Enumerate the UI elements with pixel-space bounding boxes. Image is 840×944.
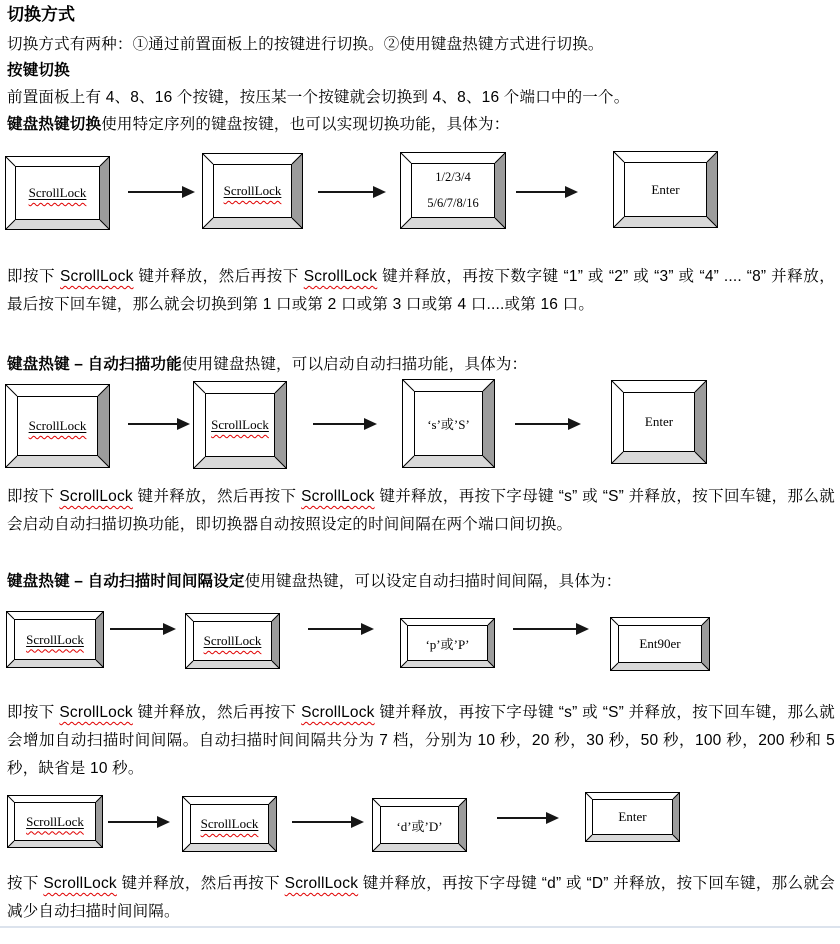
autoscan-heading-line [7,351,835,379]
arrow-shaft [128,191,184,193]
text-segment: 即按下 [7,488,60,505]
enter-key-label: Enter [618,809,647,824]
number-keys-line1: 1/2/3/4 [435,170,471,184]
scrolllock-key-label: ScrollLock [211,417,269,432]
arrow-head [364,418,377,430]
scrolllock-text: ScrollLock [59,488,133,505]
scrolllock-text: ScrollLock [301,704,375,721]
text-segment: 按下 [7,875,44,892]
text-segment: 键并释放，再按下数字键 “1” 或 “2” 或 “3” 或 “4” .... “8” 并释放，最后按下回车键，那么就会切换到第 1 口或第 2 口或第 3 口或第 4 口....或第 16 口。 [7,268,835,313]
flow-arrow-icon [313,418,377,430]
scrolllock-key [6,611,104,668]
scrolllock-text: ScrollLock [301,488,375,505]
text-segment: 即按下 [7,704,60,721]
arrow-head [182,186,195,198]
arrow-head [565,186,578,198]
arrow-shaft [308,628,363,630]
scrolllock-key [202,153,303,229]
flow-arrow-icon [497,812,559,824]
arrow-shaft [513,628,578,630]
scrolllock-key-label: ScrollLock [203,633,262,648]
enter-key [611,380,707,464]
arrow-head [361,623,374,635]
page-title: 切换方式 [7,5,75,24]
d-key [372,798,467,852]
arrow-head [351,816,364,828]
text-segment: 键并释放，再按下字母键 “d” 或 “D” 并释放，按下回车键，那么就会减少自动扫描时间间隔。 [7,875,835,920]
page-bottom-divider [0,926,840,928]
arrow-shaft [313,423,366,425]
p-key [400,618,495,668]
arrow-shaft [515,423,570,425]
flow-arrow-icon [110,623,176,635]
text-segment: 键并释放，然后再按下 [116,875,285,892]
interval-heading-line [7,568,835,596]
arrow-head [177,418,190,430]
autoscan-heading: 键盘热键 – 自动扫描功能 [7,356,182,373]
text-segment: 键并释放，再按下字母键 “s” 或 “S” 并释放，按下回车键，那么就会增加自动扫描时间间隔。自动扫描时间间隔共分为 7 档，分别为 10 秒，20 秒，30 秒，50 秒，100 秒，200 秒和 5 秒，缺省是 10 秒。 [7,704,836,777]
text-segment: 键并释放，然后再按下 [132,704,302,721]
scrolllock-key [7,795,103,848]
arrow-head [163,623,176,635]
arrow-head [373,186,386,198]
arrow-head [568,418,581,430]
arrow-shaft [516,191,567,193]
hotkey-sequence-interval-increase [0,610,840,672]
s-key [402,379,495,468]
autoscan-heading-rest: 使用键盘热键，可以启动自动扫描功能，具体为： [181,356,528,373]
arrow-head [157,816,170,828]
scrolllock-key [5,156,110,230]
scrolllock-text: ScrollLock [284,875,359,892]
button-switch-heading: 按键切换 [7,62,70,79]
flow-arrow-icon [292,816,364,828]
text-segment: 键并释放，然后再按下 [133,268,304,285]
scrolllock-key-label: ScrollLock [28,185,87,200]
scrolllock-text: ScrollLock [43,875,117,892]
flow-arrow-icon [308,623,374,635]
flow-arrow-icon [513,623,589,635]
interval-decrease-description [7,870,835,926]
flow-arrow-icon [515,418,581,430]
scrolllock-key [182,796,277,852]
text-segment: 即按下 [7,268,61,285]
intro-paragraph: 切换方式有两种：①通过前置面板上的按键进行切换。②使用键盘热键方式进行切换。 [7,36,604,53]
scrolllock-key-label: ScrollLock [200,816,259,831]
enter-key-label: Ent90er [639,636,681,651]
s-key-label: ‘s’或’S’ [427,417,470,432]
hotkey-sequence-interval-decrease [0,788,840,858]
scrolllock-text: ScrollLock [303,268,378,285]
arrow-shaft [292,821,353,823]
autoscan-description [7,483,835,539]
scrolllock-key-label: ScrollLock [223,183,282,198]
arrow-shaft [128,423,179,425]
interval-heading: 键盘热键 – 自动扫描时间间隔设定 [7,573,245,590]
arrow-shaft [497,817,548,819]
flow-arrow-icon [108,816,170,828]
enter-key-label: Enter [644,414,674,429]
scrolllock-text: ScrollLock [59,704,133,721]
arrow-shaft [318,191,375,193]
arrow-shaft [110,628,165,630]
interval-increase-description [7,699,835,783]
hotkey-switch-heading: 键盘热键切换 [7,116,102,133]
enter-key-label: Enter [651,181,680,197]
number-keys-line2: 5/6/7/8/16 [427,196,479,210]
hotkey-switch-heading-line [7,111,835,139]
port-select-description [7,263,835,319]
scrolllock-key-label: ScrollLock [28,418,87,433]
button-switch-paragraph: 前置面板上有 4、8、16 个按键，按压某一个按键就会切换到 4、8、16 个端口中的一个。 [7,89,630,106]
scrolllock-key [5,384,110,468]
scrolllock-key-label: ScrollLock [26,631,84,647]
flow-arrow-icon [318,186,386,198]
enter-key [585,792,680,842]
scrolllock-key-label: ScrollLock [26,813,84,829]
arrow-head [546,812,559,824]
text-segment: 键并释放，然后再按下 [132,488,302,505]
arrow-shaft [108,821,159,823]
arrow-head [576,623,589,635]
flow-arrow-icon [516,186,578,198]
interval-heading-rest: 使用键盘热键，可以设定自动扫描时间间隔，具体为： [244,573,622,590]
flow-arrow-icon [128,186,195,198]
hotkey-sequence-autoscan [0,378,840,470]
hotkey-sequence-port-select [0,150,840,232]
flow-arrow-icon [128,418,190,430]
p-key-label: ‘p’或’P’ [425,636,470,652]
hotkey-switch-heading-rest: 使用特定序列的键盘按键，也可以实现切换功能，具体为： [101,116,510,133]
scrolllock-key [185,613,280,669]
number-keys-key [400,152,506,229]
enter-key [610,617,710,671]
enter-key [613,151,718,228]
scrolllock-text: ScrollLock [60,268,134,285]
text-segment: 键并释放，再按下字母键 “s” 或 “S” 并释放，按下回车键，那么就会启动自动扫描切换功能，即切换器自动按照设定的时间间隔在两个端口间切换。 [7,488,836,533]
d-key-label: ‘d’或’D’ [396,818,443,834]
scrolllock-key [193,381,287,469]
